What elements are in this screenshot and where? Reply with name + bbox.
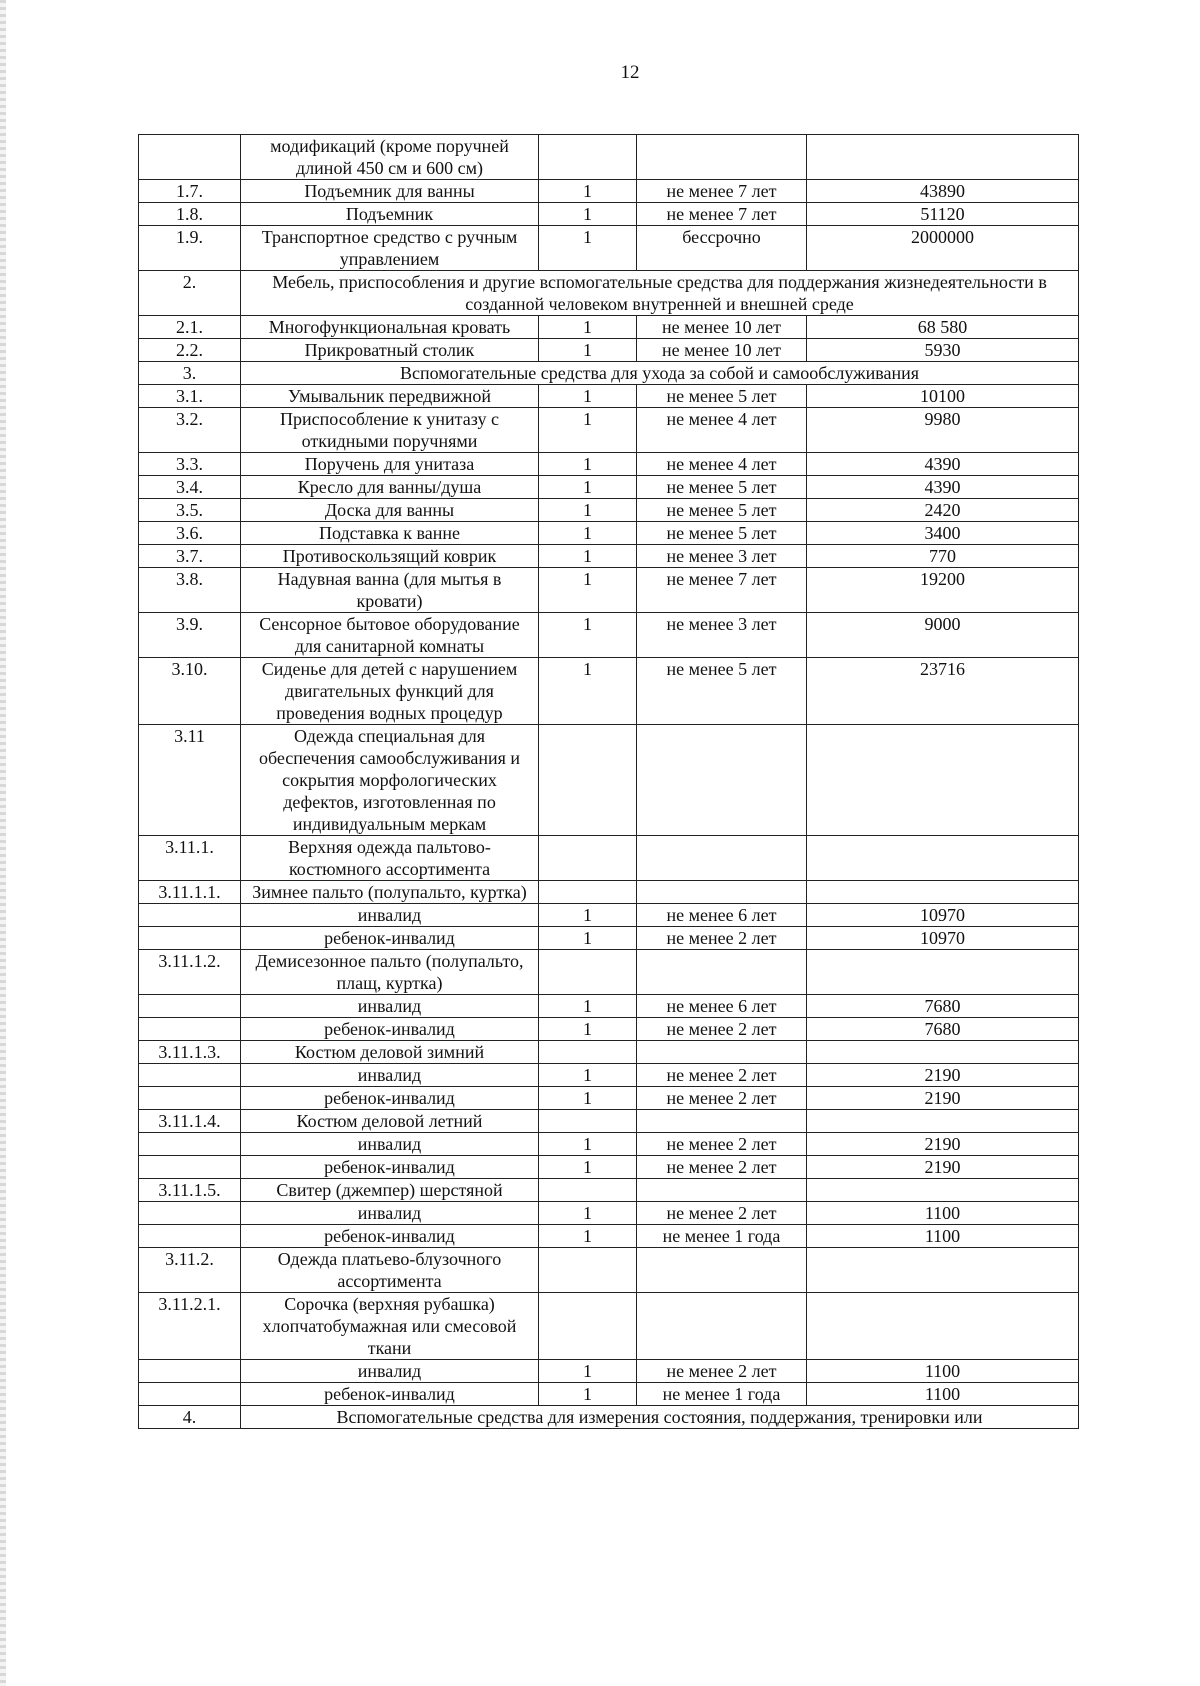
cell-term: не менее 2 лет [637,1018,807,1041]
cell-num: 3. [139,362,241,385]
cell-price: 4390 [807,476,1079,499]
cell-name: ребенок-инвалид [241,1383,539,1406]
cell-price: 1100 [807,1202,1079,1225]
cell-num: 3.11.2. [139,1248,241,1293]
table-row [139,950,1079,995]
cell-price: 3400 [807,522,1079,545]
cell-num [139,904,241,927]
cell-price: 770 [807,545,1079,568]
cell-term: не менее 2 лет [637,1202,807,1225]
cell-num [139,995,241,1018]
cell-price: 9980 [807,408,1079,453]
cell-term: не менее 5 лет [637,385,807,408]
cell-term [637,725,807,836]
cell-name: Сенсорное бытовое оборудование для санитарной комнаты [241,613,539,658]
cell-num: 3.11.1.4. [139,1110,241,1133]
cell-price: 68 580 [807,316,1079,339]
table-row [139,1179,1079,1202]
table-row [139,316,1079,339]
page-number: 12 [620,62,640,83]
cell-num [139,1383,241,1406]
cell-name: Одежда платьево-блузочного ассортимента [241,1248,539,1293]
cell-name: Надувная ванна (для мытья в кровати) [241,568,539,613]
cell-qty: 1 [539,1225,637,1248]
cell-num: 2.1. [139,316,241,339]
cell-name: ребенок-инвалид [241,1156,539,1179]
table-row [139,385,1079,408]
cell-num: 3.1. [139,385,241,408]
cell-qty: 1 [539,1383,637,1406]
scan-edge [0,0,6,1686]
cell-term: бессрочно [637,226,807,271]
cell-num: 3.2. [139,408,241,453]
cell-price: 2190 [807,1087,1079,1110]
cell-num: 2. [139,271,241,316]
cell-qty: 1 [539,545,637,568]
cell-qty: 1 [539,1087,637,1110]
cell-name: Доска для ванны [241,499,539,522]
cell-price: 43890 [807,180,1079,203]
cell-name: Верхняя одежда пальтово-костюмного ассортимента [241,836,539,881]
section-title: Вспомогательные средства для измерения состояния, поддержания, тренировки или [241,1406,1079,1429]
cell-price [807,135,1079,180]
cell-num: 3.3. [139,453,241,476]
cell-name: инвалид [241,1133,539,1156]
cell-qty: 1 [539,203,637,226]
cell-name: Кресло для ванны/душа [241,476,539,499]
cell-term: не менее 6 лет [637,904,807,927]
cell-term: не менее 2 лет [637,1064,807,1087]
cell-name: инвалид [241,1360,539,1383]
table-row [139,568,1079,613]
cell-num [139,1064,241,1087]
table-row [139,135,1079,180]
cell-price: 23716 [807,658,1079,725]
cell-qty: 1 [539,658,637,725]
cell-qty: 1 [539,904,637,927]
cell-num: 3.11.1.5. [139,1179,241,1202]
cell-name: Сорочка (верхняя рубашка) хлопчатобумажная или смесовой ткани [241,1293,539,1360]
cell-qty: 1 [539,1360,637,1383]
cell-num [139,927,241,950]
cell-num: 3.6. [139,522,241,545]
cell-term [637,1041,807,1064]
cell-qty [539,135,637,180]
cell-name: модификаций (кроме поручней длиной 450 см и 600 см) [241,135,539,180]
cell-term: не менее 2 лет [637,1087,807,1110]
cell-term: не менее 4 лет [637,453,807,476]
table-row [139,1248,1079,1293]
cell-term: не менее 5 лет [637,522,807,545]
cell-name: ребенок-инвалид [241,1225,539,1248]
cell-price [807,881,1079,904]
cell-qty: 1 [539,1018,637,1041]
table-row [139,180,1079,203]
cell-price [807,836,1079,881]
cell-num: 3.11.1.1. [139,881,241,904]
cell-num [139,1133,241,1156]
cell-price: 2190 [807,1156,1079,1179]
cell-term: не менее 5 лет [637,658,807,725]
table-row [139,658,1079,725]
table-row [139,1110,1079,1133]
cell-qty: 1 [539,613,637,658]
cell-qty: 1 [539,499,637,522]
cell-term: не менее 7 лет [637,180,807,203]
table-row [139,927,1079,950]
cell-term: не менее 7 лет [637,568,807,613]
cell-qty [539,725,637,836]
cell-num [139,1225,241,1248]
cell-price: 2420 [807,499,1079,522]
cell-name: Свитер (джемпер) шерстяной [241,1179,539,1202]
table-row [139,1293,1079,1360]
cell-qty: 1 [539,476,637,499]
cell-name: Многофункциональная кровать [241,316,539,339]
cell-qty: 1 [539,339,637,362]
table-row [139,1018,1079,1041]
cell-price [807,1110,1079,1133]
cell-term [637,950,807,995]
cell-name: инвалид [241,1202,539,1225]
cell-price: 1100 [807,1383,1079,1406]
table-row [139,203,1079,226]
cell-term: не менее 5 лет [637,476,807,499]
cell-price [807,1041,1079,1064]
cell-price [807,725,1079,836]
cell-name: инвалид [241,1064,539,1087]
cell-qty: 1 [539,1133,637,1156]
cell-term: не менее 10 лет [637,316,807,339]
cell-name: Подставка к ванне [241,522,539,545]
items-table [138,134,1079,1429]
cell-num: 1.9. [139,226,241,271]
cell-qty: 1 [539,226,637,271]
table-row [139,226,1079,271]
cell-price: 1100 [807,1225,1079,1248]
cell-qty: 1 [539,568,637,613]
cell-term [637,1248,807,1293]
cell-qty [539,1179,637,1202]
cell-qty [539,1110,637,1133]
cell-term [637,135,807,180]
cell-price: 9000 [807,613,1079,658]
cell-num: 3.9. [139,613,241,658]
cell-name: Костюм деловой зимний [241,1041,539,1064]
cell-price: 2190 [807,1133,1079,1156]
cell-price [807,1179,1079,1202]
cell-qty: 1 [539,316,637,339]
table-row [139,1360,1079,1383]
cell-name: Транспортное средство с ручным управлением [241,226,539,271]
cell-price: 2000000 [807,226,1079,271]
cell-price: 19200 [807,568,1079,613]
cell-name: Умывальник передвижной [241,385,539,408]
cell-term: не менее 2 лет [637,1133,807,1156]
cell-name: ребенок-инвалид [241,1087,539,1110]
cell-num [139,1360,241,1383]
cell-name: Поручень для унитаза [241,453,539,476]
cell-price [807,1293,1079,1360]
cell-qty: 1 [539,408,637,453]
section-row [139,271,1079,316]
table-row [139,1202,1079,1225]
cell-num: 1.8. [139,203,241,226]
items-table-body [139,135,1079,1429]
cell-term: не менее 7 лет [637,203,807,226]
cell-name: Демисезонное пальто (полупальто, плащ, куртка) [241,950,539,995]
section-title: Вспомогательные средства для ухода за собой и самообслуживания [241,362,1079,385]
table-row [139,613,1079,658]
cell-term: не менее 1 года [637,1383,807,1406]
cell-num [139,1087,241,1110]
cell-num: 3.4. [139,476,241,499]
cell-qty: 1 [539,180,637,203]
table-row [139,476,1079,499]
table-row [139,408,1079,453]
cell-price [807,950,1079,995]
cell-name: ребенок-инвалид [241,927,539,950]
cell-name: Сиденье для детей с нарушением двигательных функций для проведения водных процедур [241,658,539,725]
cell-price: 5930 [807,339,1079,362]
cell-term [637,1179,807,1202]
table-row [139,499,1079,522]
cell-term [637,881,807,904]
section-row [139,1406,1079,1429]
table-row [139,904,1079,927]
cell-term: не менее 4 лет [637,408,807,453]
cell-num [139,1018,241,1041]
cell-term [637,1293,807,1360]
cell-qty: 1 [539,995,637,1018]
table-row [139,1087,1079,1110]
cell-price: 2190 [807,1064,1079,1087]
cell-qty [539,1248,637,1293]
cell-num: 3.11 [139,725,241,836]
cell-term: не менее 2 лет [637,927,807,950]
cell-qty [539,881,637,904]
cell-name: Противоскользящий коврик [241,545,539,568]
cell-name: инвалид [241,904,539,927]
cell-num: 4. [139,1406,241,1429]
cell-num [139,1202,241,1225]
table-row [139,1383,1079,1406]
cell-name: Прикроватный столик [241,339,539,362]
table-row [139,1156,1079,1179]
table-row [139,995,1079,1018]
cell-term: не менее 6 лет [637,995,807,1018]
cell-term [637,1110,807,1133]
cell-num: 3.11.2.1. [139,1293,241,1360]
cell-qty [539,950,637,995]
cell-name: ребенок-инвалид [241,1018,539,1041]
cell-price: 4390 [807,453,1079,476]
cell-term: не менее 3 лет [637,613,807,658]
cell-num: 3.10. [139,658,241,725]
table-row [139,453,1079,476]
cell-price: 1100 [807,1360,1079,1383]
cell-num: 3.11.1.2. [139,950,241,995]
cell-term [637,836,807,881]
cell-price: 10100 [807,385,1079,408]
cell-num [139,1156,241,1179]
table-row [139,881,1079,904]
cell-term: не менее 1 года [637,1225,807,1248]
cell-num: 3.8. [139,568,241,613]
cell-term: не менее 5 лет [637,499,807,522]
cell-name: Подъемник для ванны [241,180,539,203]
cell-name: Одежда специальная для обеспечения самообслуживания и сокрытия морфологических дефектов, изготовленная по индивидуальным меркам [241,725,539,836]
cell-qty: 1 [539,453,637,476]
table-row [139,1225,1079,1248]
table-row [139,1133,1079,1156]
cell-qty: 1 [539,1156,637,1179]
table-row [139,522,1079,545]
cell-num: 3.11.1.3. [139,1041,241,1064]
cell-num: 3.11.1. [139,836,241,881]
cell-num [139,135,241,180]
cell-qty: 1 [539,522,637,545]
cell-term: не менее 2 лет [637,1156,807,1179]
table-row [139,836,1079,881]
table-row [139,725,1079,836]
cell-name: Подъемник [241,203,539,226]
cell-qty [539,1293,637,1360]
cell-qty [539,1041,637,1064]
cell-qty [539,836,637,881]
cell-qty: 1 [539,385,637,408]
cell-qty: 1 [539,1064,637,1087]
cell-price: 7680 [807,995,1079,1018]
cell-num: 3.7. [139,545,241,568]
table-row [139,1041,1079,1064]
cell-price: 51120 [807,203,1079,226]
cell-term: не менее 3 лет [637,545,807,568]
table-row [139,339,1079,362]
cell-term: не менее 2 лет [637,1360,807,1383]
cell-num: 3.5. [139,499,241,522]
cell-name: Костюм деловой летний [241,1110,539,1133]
cell-qty: 1 [539,1202,637,1225]
cell-price: 10970 [807,904,1079,927]
cell-price [807,1248,1079,1293]
cell-name: Приспособление к унитазу с откидными поручнями [241,408,539,453]
table-row [139,1064,1079,1087]
table-row [139,545,1079,568]
cell-num: 2.2. [139,339,241,362]
cell-qty: 1 [539,927,637,950]
section-row [139,362,1079,385]
cell-term: не менее 10 лет [637,339,807,362]
cell-name: Зимнее пальто (полупальто, куртка) [241,881,539,904]
section-title: Мебель, приспособления и другие вспомогательные средства для поддержания жизнедеятельности в созданной человеком внутренней и внешней среде [241,271,1079,316]
cell-num: 1.7. [139,180,241,203]
cell-name: инвалид [241,995,539,1018]
cell-price: 7680 [807,1018,1079,1041]
cell-price: 10970 [807,927,1079,950]
